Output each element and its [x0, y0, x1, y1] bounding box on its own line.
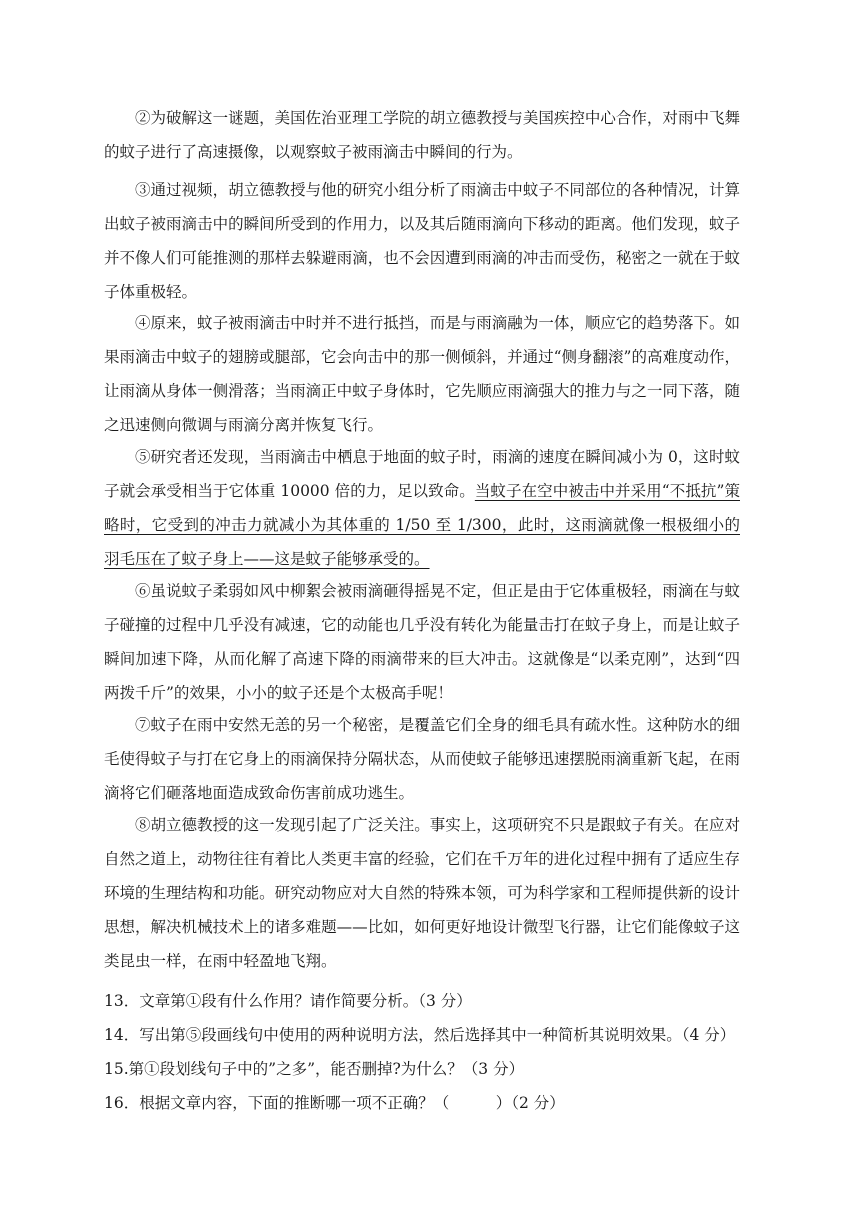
question-13: 13．文章第①段有什么作用？请作简要分析。（3 分） — [104, 992, 472, 1010]
paragraph-5-underlined-sentence: 当蚊子在空中被击中并采用“不抵抗”策略时，它受到的冲击力就减小为其体重的 1/50 至 1/300，此时，这雨滴就像一根极细小的羽毛压在了蚊子身上——这是蚊子能够承受的。 — [104, 482, 740, 568]
paragraph-4: ④原来，蚊子被雨滴击中时并不进行抵挡，而是与雨滴融为一体，顺应它的趋势落下。如果雨滴击中蚊子的翅膀或腿部，它会向击中的那一侧倾斜，并通过“侧身翻滚”的高难度动作，让雨滴从身体一侧滑落；当雨滴正中蚊子身体时，它先顺应雨滴强大的推力与之一同下落，随之迅速侧向微调与雨滴分离并恢复飞行。 — [104, 314, 740, 434]
question-14: 14．写出第⑤段画线句中使用的两种说明方法，然后选择其中一种简析其说明效果。（4 分） — [104, 1026, 736, 1044]
paragraph-3: ③通过视频，胡立德教授与他的研究小组分析了雨滴击中蚊子不同部位的各种情况，计算出蚊子被雨滴击中的瞬间所受到的作用力，以及其后随雨滴向下移动的距离。他们发现，蚊子并不像人们可能推测的那样去躲避雨滴，也不会因遭到雨滴的冲击而受伤，秘密之一就在于蚊子体重极轻。 — [104, 181, 740, 301]
question-16: 16．根据文章内容，下面的推断哪一项不正确？（ ）（2 分） — [104, 1094, 565, 1112]
paragraph-7: ⑦蚊子在雨中安然无恙的另一个秘密，是覆盖它们全身的细毛具有疏水性。这种防水的细毛使得蚊子与打在它身上的雨滴保持分隔状态，从而使蚊子能够迅速摆脱雨滴重新飞起，在雨滴将它们砸落地面造成致命伤害前成功逃生。 — [104, 716, 740, 802]
paragraph-5-text: ⑤研究者还发现，当雨滴击中栖息于地面的蚊子时，雨滴的速度在瞬间减小为 0，这时蚊子就会承受相当于它体重 10000 倍的力，足以致命。 — [104, 448, 740, 500]
paragraph-2: ②为破解这一谜题，美国佐治亚理工学院的胡立德教授与美国疾控中心合作，对雨中飞舞的蚊子进行了高速摄像，以观察蚊子被雨滴击中瞬间的行为。 — [104, 109, 740, 161]
paragraph-5 — [104, 440, 740, 576]
question-15: 15.第①段划线句子中的”之多”，能否删掉?为什么？（3 分） — [104, 1060, 525, 1078]
paragraph-8: ⑧胡立德教授的这一发现引起了广泛关注。事实上，这项研究不只是跟蚊子有关。在应对自然之道上，动物往往有着比人类更丰富的经验，它们在千万年的进化过程中拥有了适应生存环境的生理结构和功能。研究动物应对大自然的特殊本领，可为科学家和工程师提供新的设计思想，解决机械技术上的诸多难题——比如，如何更好地设计微型飞行器，让它们能像蚊子这类昆虫一样，在雨中轻盈地飞翔。 — [104, 816, 740, 970]
paragraph-6: ⑥虽说蚊子柔弱如风中柳絮会被雨滴砸得摇晃不定，但正是由于它体重极轻，雨滴在与蚊子碰撞的过程中几乎没有减速，它的动能也几乎没有转化为能量击打在蚊子身上，而是让蚊子瞬间加速下降，从而化解了高速下降的雨滴带来的巨大冲击。这就像是“以柔克刚”，达到“四两拨千斤”的效果，小小的蚊子还是个太极高手呢！ — [104, 582, 740, 702]
